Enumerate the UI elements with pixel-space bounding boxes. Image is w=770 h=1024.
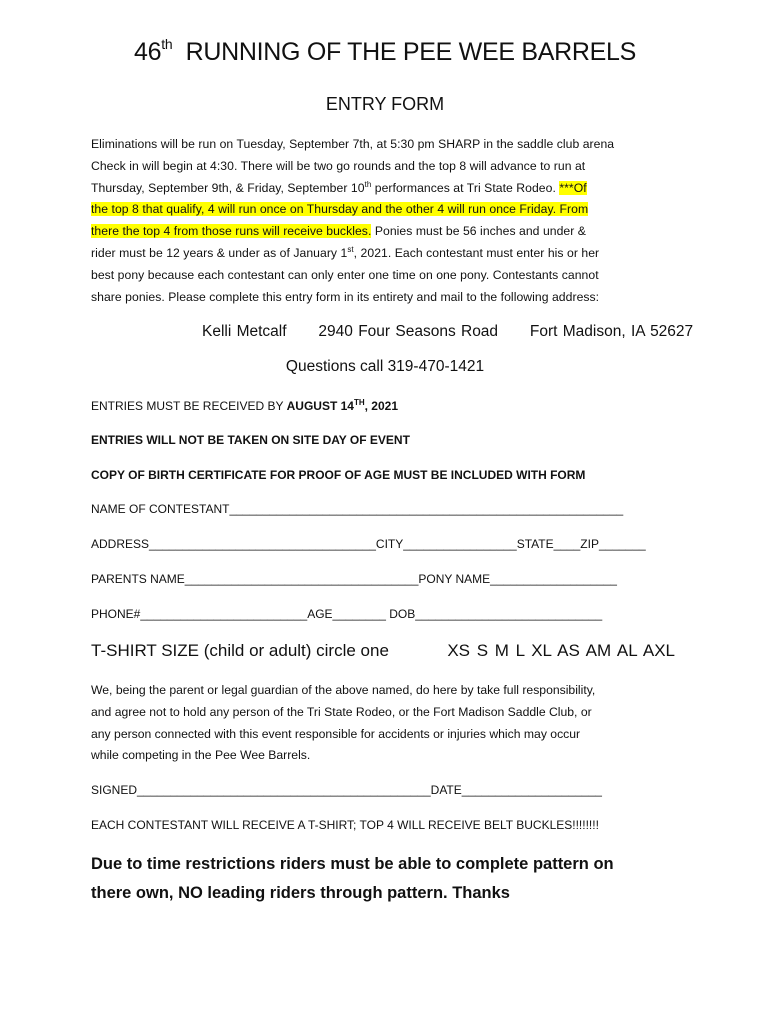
no-onsite-entries: ENTRIES WILL NOT BE TAKEN ON SITE DAY OF EVENT <box>91 433 410 447</box>
questions-phone: Questions call 319-470-1421 <box>285 358 485 375</box>
intro-paragraph: Eliminations will be run on Tuesday, September 7th, at 5:30 pm SHARP in the saddle club arena Check in will begin at 4:30. There will be two go rounds and the top 8 will advance to run at Thursday, September 9th, & Friday, September 10th performances at Tri State Rodeo. ***Of the top 8 that qualify, 4 will run once on Thursday and the other 4 will run once Friday. From there the top 4 from those runs will receive buckles. Ponies must be 56 inches and under & rider must be 12 years & under as of January 1st, 2021. Each contestant must enter his or her best pony because each contestant can only enter one time on one pony. Contestants cannot share ponies. Please complete this entry form in its entirety and mail to the following address: <box>91 137 615 304</box>
phone-age-dob-field: PHONE#_________________________AGE________ DOB____________________________ <box>91 607 603 621</box>
closing-notice: Due to time restrictions riders must be able to complete pattern on there own, NO leading riders through pattern. Thanks <box>91 855 614 902</box>
contestant-name-field: NAME OF CONTESTANT___________________________________________________________ <box>91 502 624 516</box>
address-name: Kelli Metcalf <box>202 323 287 340</box>
tshirt-size-label: T-SHIRT SIZE (child or adult) circle one <box>91 641 389 660</box>
address-city: Fort Madison, IA 52627 <box>529 323 694 340</box>
parents-pony-field: PARENTS NAME___________________________________PONY NAME___________________ <box>91 572 617 586</box>
form-subtitle: ENTRY FORM <box>325 94 445 114</box>
address-field: ADDRESS__________________________________CITY_________________STATE____ZIP_______ <box>91 537 646 551</box>
tshirt-size-options: XS S M L XL AS AM AL AXL <box>447 641 675 660</box>
highlighted-text: there the top 4 from those runs will receive buckles. <box>91 224 372 239</box>
signature-date-field: SIGNED____________________________________________DATE_____________________ <box>91 783 602 797</box>
awards-notice: EACH CONTESTANT WILL RECEIVE A T-SHIRT; TOP 4 WILL RECEIVE BELT BUCKLES!!!!!!!! <box>91 818 599 832</box>
address-street: 2940 Four Seasons Road <box>318 323 499 340</box>
birth-certificate-notice: COPY OF BIRTH CERTIFICATE FOR PROOF OF AGE MUST BE INCLUDED WITH FORM <box>91 468 586 482</box>
entry-deadline: ENTRIES MUST BE RECEIVED BY AUGUST 14TH, 2021 <box>91 398 399 413</box>
highlighted-text: ***Of <box>559 180 587 195</box>
page-title: 46th RUNNING OF THE PEE WEE BARRELS <box>134 36 636 66</box>
waiver-paragraph: We, being the parent or legal guardian of the above named, do here by take full responsibility, and agree not to hold any person of the Tri State Rodeo, or the Fort Madison Saddle Club, or any person connected with this event responsible for accidents or injuries which may occur while competing in the Pee Wee Barrels. <box>91 683 596 763</box>
mailing-address <box>202 323 693 341</box>
highlighted-text: the top 8 that qualify, 4 will run once on Thursday and the other 4 will run once Friday. From <box>91 202 589 217</box>
